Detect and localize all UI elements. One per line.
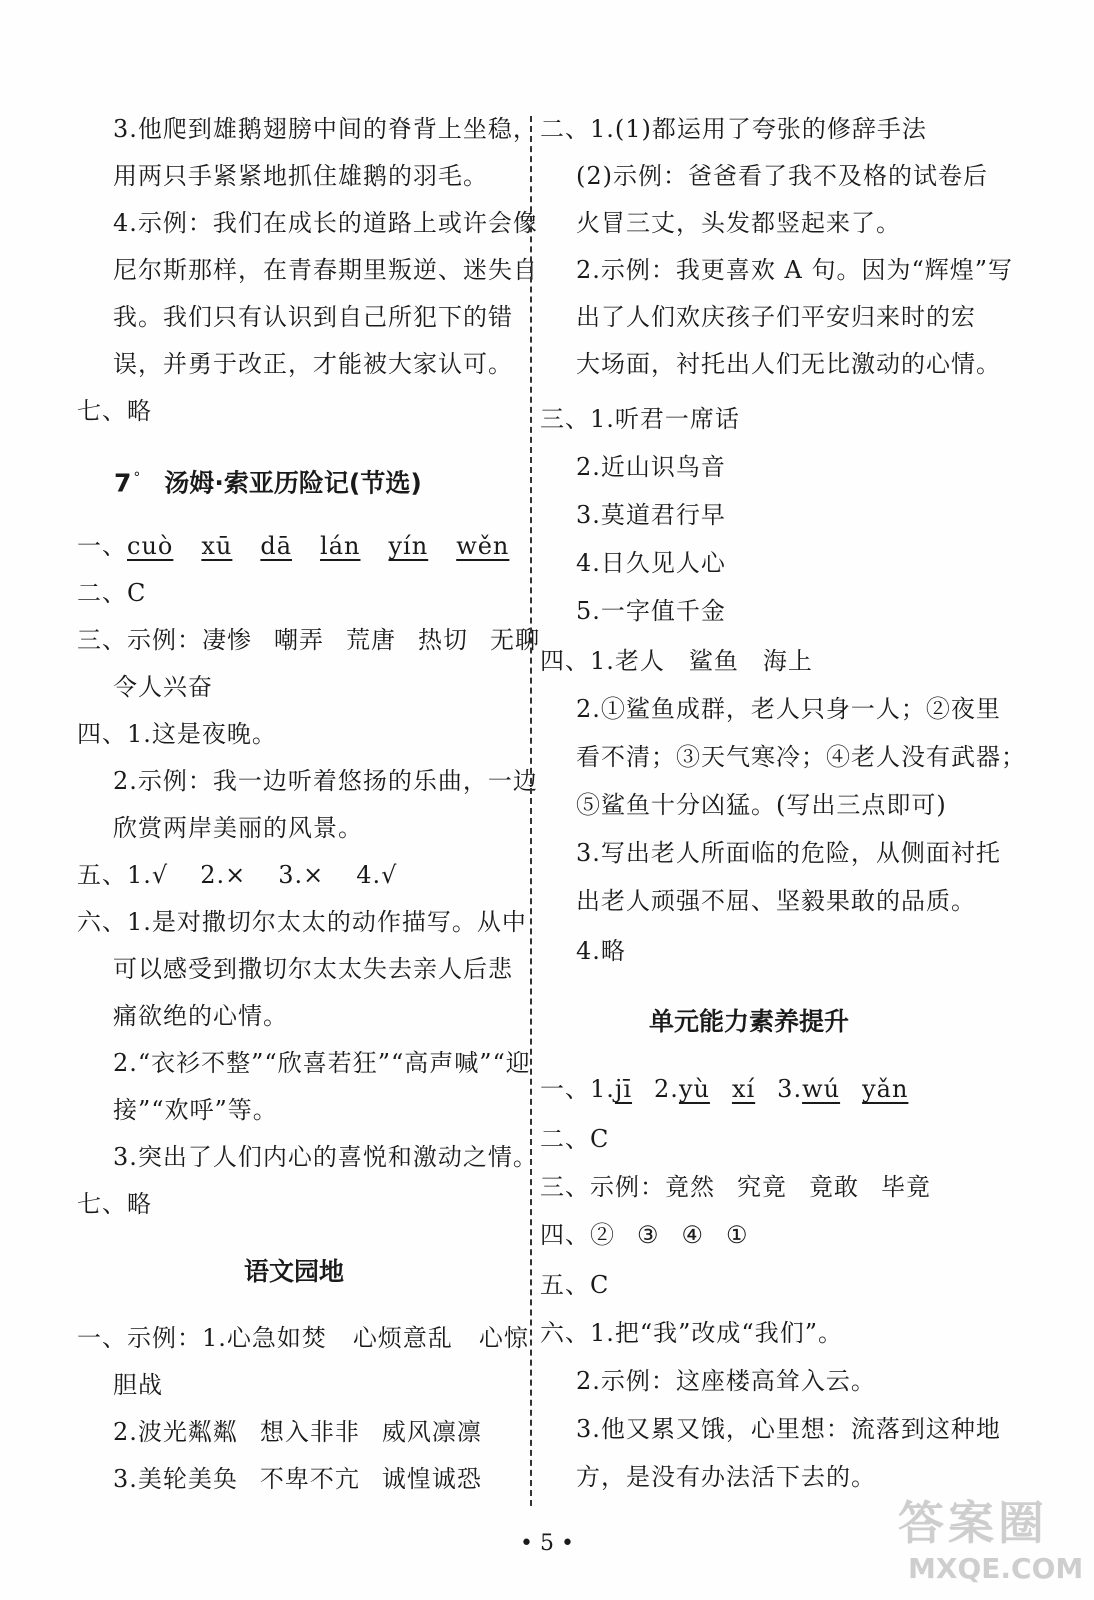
answer-line: 出老人顽强不屈、坚毅果敢的品质。 [576, 887, 976, 915]
answer-line [77, 625, 540, 655]
answer-line: 2.①鲨鱼成群，老人只身一人；②夜里 [576, 695, 1001, 723]
pinyin: wú [802, 1075, 841, 1103]
section-heading: 语文园地 [244, 1257, 345, 1286]
answer-line: 2.示例：我一边听着悠扬的乐曲，一边 [113, 767, 538, 795]
answer-line: 六、1.把“我”改成“我们”。 [540, 1319, 843, 1347]
idiom: 波光粼粼 [137, 1418, 238, 1446]
q-label: 3. [113, 1465, 138, 1493]
answer-line: 令人兴奋 [113, 673, 213, 701]
lesson-heading [114, 462, 422, 499]
answer-line [540, 1220, 749, 1250]
q-label: 四、 [540, 1221, 590, 1249]
watermark-bottom: MXQE.COM [908, 1552, 1084, 1585]
word: 竟然 [665, 1173, 715, 1201]
word: 无聊 [490, 626, 540, 654]
answer-line: ⑤鲨鱼十分凶猛。(写出三点即可) [576, 791, 947, 819]
pinyin: yù [678, 1075, 710, 1103]
answer-line: 3.突出了人们内心的喜悦和激动之情。 [113, 1143, 538, 1171]
answer-line: 四、1.这是夜晚。 [77, 720, 277, 748]
pinyin: dā [260, 532, 293, 560]
judge-item: 3.× [278, 861, 325, 889]
answer-line: 大场面，衬托出人们无比激动的心情。 [576, 350, 1001, 378]
answer-line: 用两只手紧紧地抓住雄鹅的羽毛。 [113, 162, 488, 190]
idiom: 不卑不亢 [259, 1465, 360, 1493]
lesson-title: 汤姆·索亚历险记(节选) [164, 468, 422, 498]
word: 鲨鱼 [688, 647, 739, 675]
word: 竟敢 [809, 1173, 859, 1201]
answer-line: 4.略 [576, 937, 626, 965]
answer-line [77, 1323, 529, 1353]
idiom: 诚惶诚恐 [381, 1465, 482, 1493]
answer-line: 2.示例：我更喜欢 A 句。因为“辉煌”写 [576, 256, 1014, 284]
idiom: 想入非非 [259, 1418, 360, 1446]
q-label: 2. [654, 1075, 679, 1103]
answer-line: 六、1.是对撒切尔太太的动作描写。从中 [77, 908, 527, 936]
pinyin-line [540, 1074, 908, 1104]
word: 热切 [418, 626, 468, 654]
answer-line: 七、略 [77, 397, 152, 425]
answer-line: 五、C [540, 1271, 610, 1299]
word: 凄惨 [202, 626, 252, 654]
answer-line: (2)示例：爸爸看了我不及格的试卷后 [576, 162, 988, 190]
answer-line: 二、1.(1)都运用了夸张的修辞手法 [540, 115, 927, 143]
q-label: 三、示例： [540, 1173, 665, 1201]
section-heading: 单元能力素养提升 [649, 1007, 850, 1036]
answer-line: 七、略 [77, 1190, 152, 1218]
pinyin-line [77, 531, 509, 561]
word: 海上 [762, 647, 813, 675]
answer-line: 2.“衣衫不整”“欣喜若狂”“高声喊”“迎 [113, 1049, 531, 1077]
idiom: 美轮美奂 [137, 1465, 238, 1493]
answer-line: 2.示例：这座楼高耸入云。 [576, 1367, 876, 1395]
judge-item: 2.× [200, 861, 247, 889]
page-number: • 5 • [520, 1531, 574, 1556]
lesson-marker: ° [133, 470, 141, 486]
answer-line: 欣赏两岸美丽的风景。 [113, 814, 363, 842]
judge-item: 1.√ [127, 861, 169, 889]
watermark-logo [890, 1495, 1084, 1590]
answer-line [113, 1417, 482, 1447]
answer-line: 三、1.听君一席话 [540, 405, 740, 433]
pinyin: wěn [456, 532, 510, 560]
answer-line: 3.他又累又饿，心里想：流落到这种地 [576, 1415, 1001, 1443]
answer-line: 2.近山识鸟音 [576, 453, 726, 481]
pinyin: xí [731, 1075, 756, 1103]
q-label: 五、 [77, 861, 127, 889]
idiom: 心惊 [478, 1324, 529, 1352]
q-label: 一、1. [540, 1075, 615, 1103]
pinyin: xū [201, 532, 233, 560]
answer-line: 痛欲绝的心情。 [113, 1002, 288, 1030]
order-item: ④ [681, 1221, 705, 1249]
answer-line: 5.一字值千金 [576, 597, 726, 625]
idiom: 心急如焚 [226, 1324, 327, 1352]
pinyin: jī [614, 1075, 633, 1103]
answer-line: 误，并勇于改正，才能被大家认可。 [113, 350, 513, 378]
answer-line: 方，是没有办法活下去的。 [576, 1463, 876, 1491]
answer-line: 可以感受到撒切尔太太失去亲人后悲 [113, 955, 513, 983]
order-item: ③ [637, 1221, 660, 1249]
answer-line: 二、C [77, 579, 147, 607]
answer-line: 二、C [540, 1125, 610, 1153]
answer-line [540, 646, 813, 676]
idiom: 威风凛凛 [381, 1418, 482, 1446]
judge-item: 4.√ [356, 861, 398, 889]
answer-line [113, 1464, 482, 1494]
answer-line: 接”“欢呼”等。 [113, 1096, 278, 1124]
answer-line [77, 860, 397, 890]
answer-line: 我。我们只有认识到自己所犯下的错 [113, 303, 513, 331]
word: 嘲弄 [274, 626, 324, 654]
answer-line: 胆战 [113, 1371, 163, 1399]
answer-line: 尼尔斯那样，在青春期里叛逆、迷失自 [113, 256, 538, 284]
q-label: 四、1. [540, 647, 615, 675]
q-label: 一、 [77, 532, 127, 560]
pinyin: cuò [127, 532, 174, 560]
q-label: 2. [113, 1418, 138, 1446]
q-label: 3. [777, 1075, 803, 1103]
word: 究竟 [737, 1173, 787, 1201]
answer-line: 4.示例：我们在成长的道路上或许会像 [113, 209, 538, 237]
pinyin: lán [320, 532, 361, 560]
idiom: 心烦意乱 [352, 1324, 453, 1352]
q-label: 一、示例：1. [77, 1324, 227, 1352]
column-divider [530, 116, 532, 1506]
order-item: ② [590, 1221, 615, 1249]
watermark-top: 答案圈 [898, 1496, 1048, 1550]
answer-line: 看不清；③天气寒冷；④老人没有武器； [576, 743, 1026, 771]
pinyin: yín [388, 532, 429, 560]
word: 毕竟 [881, 1173, 931, 1201]
lesson-number: 7 [114, 468, 132, 498]
pinyin: yǎn [862, 1075, 909, 1103]
word: 老人 [614, 647, 665, 675]
answer-line: 火冒三丈，头发都竖起来了。 [576, 209, 901, 237]
answer-line [540, 1172, 931, 1202]
answer-line: 3.写出老人所面临的危险，从侧面衬托 [576, 839, 1001, 867]
answer-line: 3.他爬到雄鹅翅膀中间的脊背上坐稳， [113, 115, 538, 143]
answer-line: 3.莫道君行早 [576, 501, 726, 529]
word: 荒唐 [346, 626, 396, 654]
answer-line: 4.日久见人心 [576, 549, 726, 577]
q-label: 三、示例： [77, 626, 202, 654]
order-item: ① [726, 1221, 749, 1249]
answer-line: 出了人们欢庆孩子们平安归来时的宏 [576, 303, 976, 331]
